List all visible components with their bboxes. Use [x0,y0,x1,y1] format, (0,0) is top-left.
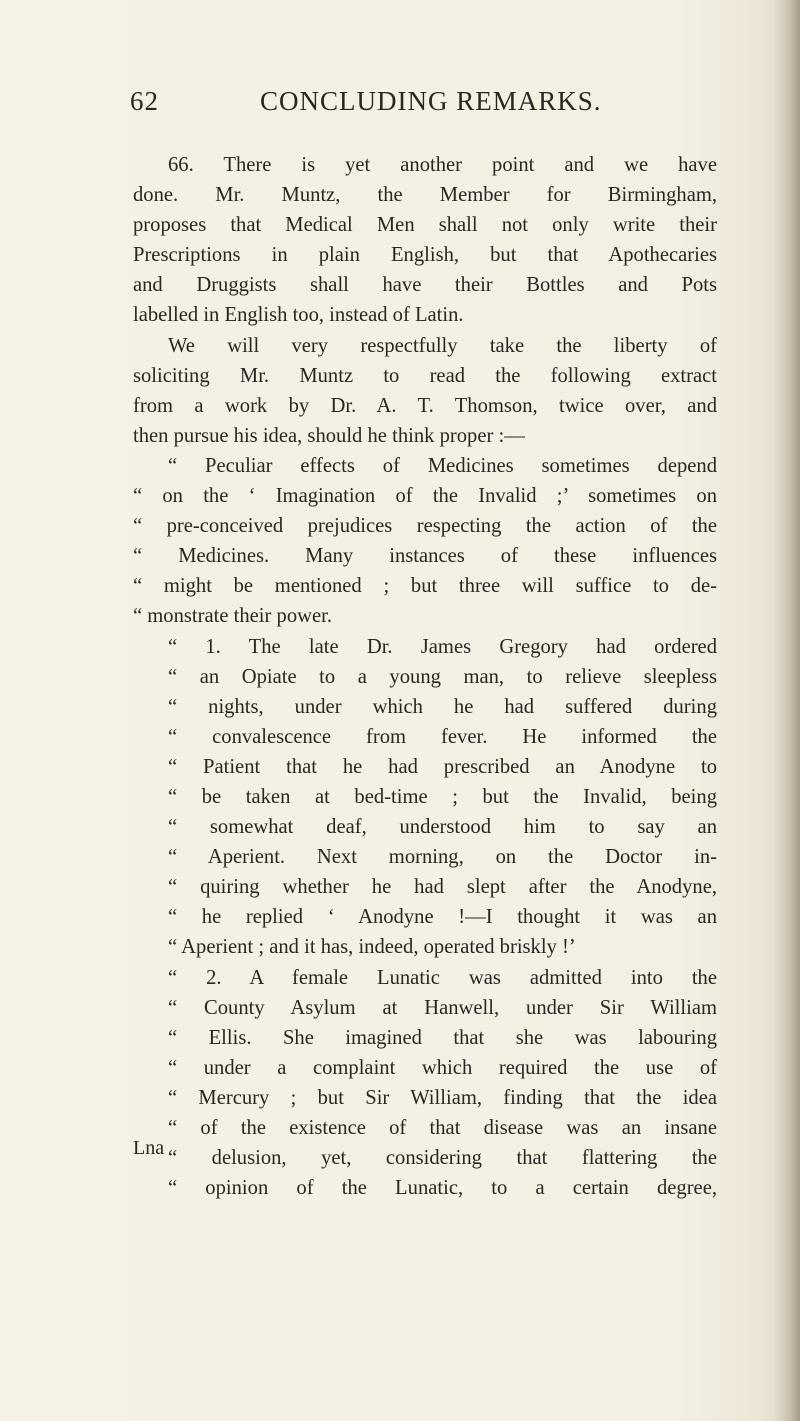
text-line: “ quiring whether he had slept after the Anodyne, [168,876,717,899]
text-line: “ Mercury ; but Sir William, finding that the idea [168,1086,717,1109]
text-line: “ might be mentioned ; but three will suffice to de- [133,575,717,598]
text-line: “ Aperient ; and it has, indeed, operated briskly !’ [168,936,576,959]
text-line: soliciting Mr. Muntz to read the following extract [133,364,717,387]
page-number: 62 [130,86,159,116]
text-line: Prescriptions in plain English, but that Apothecaries [133,244,717,267]
text-line: “ Peculiar effects of Medicines sometimes depend [168,454,717,477]
text-line: “ Aperient. Next morning, on the Doctor in- [168,846,717,869]
text-line: “ delusion, yet, considering that flattering the [168,1147,717,1170]
text-line: “ under a complaint which required the use of [168,1056,717,1079]
text-line: “ of the existence of that disease was an insane [168,1117,717,1139]
text-line: “ an Opiate to a young man, to relieve sleepless [168,665,717,688]
text-line: proposes that Medical Men shall not only write their [133,214,717,237]
running-title: CONCLUDING REMARKS. [260,86,602,116]
text-line: “ nights, under which he had suffered during [168,695,717,718]
text-line: and Druggists shall have their Bottles and Pots [133,274,717,297]
text-line: then pursue his idea, should he think proper :— [133,424,525,447]
text-line: “ on the ‘ Imagination of the Invalid ;’ sometimes on [133,485,717,508]
text-line: “ Ellis. She imagined that she was labouring [168,1026,717,1049]
body-text [133,150,717,1203]
text-line: We will very respectfully take the liberty of [168,334,717,357]
text-line: labelled in English too, instead of Latin. [133,304,464,327]
text-line: “ opinion of the Lunatic, to a certain degree, [168,1177,717,1200]
margin-note: Lna [133,1137,165,1159]
text-line: “ County Asylum at Hanwell, under Sir William [168,996,717,1019]
text-line: “ Medicines. Many instances of these influences [133,545,717,568]
text-line: “ Patient that he had prescribed an Anodyne to [168,755,717,778]
text-line: from a work by Dr. A. T. Thomson, twice over, and [133,394,717,417]
page-header [130,86,710,126]
text-line: “ monstrate their power. [133,605,333,628]
text-line: “ convalescence from fever. He informed the [168,725,717,748]
text-line: 66. There is yet another point and we have [168,154,717,176]
text-line: “ 2. A female Lunatic was admitted into the [168,966,717,989]
text-line: “ be taken at bed-time ; but the Invalid, being [168,785,717,808]
text-line: “ he replied ‘ Anodyne !—I thought it was an [168,906,717,929]
page-edge-shadow [774,0,800,1421]
text-line: “ pre-conceived prejudices respecting the action of the [133,515,717,538]
text-line: “ somewhat deaf, understood him to say an [168,816,717,839]
text-line: done. Mr. Muntz, the Member for Birmingham, [133,184,717,207]
text-line: “ 1. The late Dr. James Gregory had ordered [168,635,717,658]
